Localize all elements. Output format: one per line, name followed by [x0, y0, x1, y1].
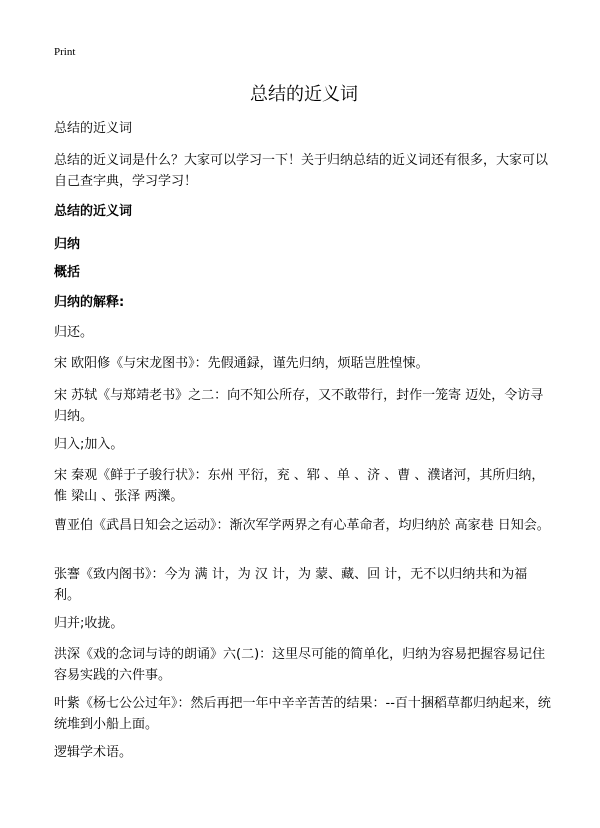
quote-paragraph: 宋 欧阳修《与宋龙图书》：先假通録，谨先归纳，烦聒岂胜惶悚。: [54, 356, 429, 371]
synonym-gaikuo: 概括: [54, 265, 81, 280]
definition-paragraph: 归入;加入。: [54, 437, 124, 452]
definition-paragraph: 归还。: [54, 325, 94, 340]
intro-paragraph: 总结的近义词是什么？大家可以学习一下！关于归纳总结的近义词还有很多，大家可以自己查字典，学习学习！: [54, 153, 549, 189]
section-heading: 总结的近义词: [54, 204, 133, 219]
article-subtitle: 总结的近义词: [54, 121, 133, 136]
quote-paragraph: 洪深《戏的念词与诗的朗诵》六(二)：这里尽可能的简单化，归纳为容易把握容易记住容易实践的六件事。: [54, 647, 546, 683]
page-title: 总结的近义词: [250, 84, 358, 105]
quote-paragraph: 曹亚伯《武昌日知会之运动》：渐次军学两界之有心革命者，均归纳於 高家巷 日知会。: [54, 518, 550, 533]
print-link[interactable]: Print: [54, 46, 76, 58]
definition-paragraph: 归并;收拢。: [54, 616, 124, 631]
quote-paragraph: 叶紫《杨七公公过年》：然后再把一年中辛辛苦苦的结果：--百十捆稻草都归纳起来，统统堆到小船上面。: [54, 696, 551, 732]
quote-paragraph: 宋 秦观《鲜于子骏行状》：东州 平衍，兖 、郓 、单 、济 、曹 、濮诸河，其所归纳，惟 梁山 、张泽 两濼。: [54, 468, 545, 504]
synonym-guina: 归纳: [54, 237, 81, 252]
quote-paragraph: 宋 苏轼《与郑靖老书》之二：向不知公所存，又不敢带行，封作一笼寄 迈处，令访寻归纳。: [54, 388, 544, 424]
quote-paragraph: 张謇《致内阁书》：今为 满 计，为 汉 计，为 蒙、藏、回 计，无不以归纳共和为福利。: [54, 567, 528, 603]
explanation-heading: 归纳的解释:: [54, 295, 125, 310]
definition-paragraph: 逻辑学术语。: [54, 745, 133, 760]
